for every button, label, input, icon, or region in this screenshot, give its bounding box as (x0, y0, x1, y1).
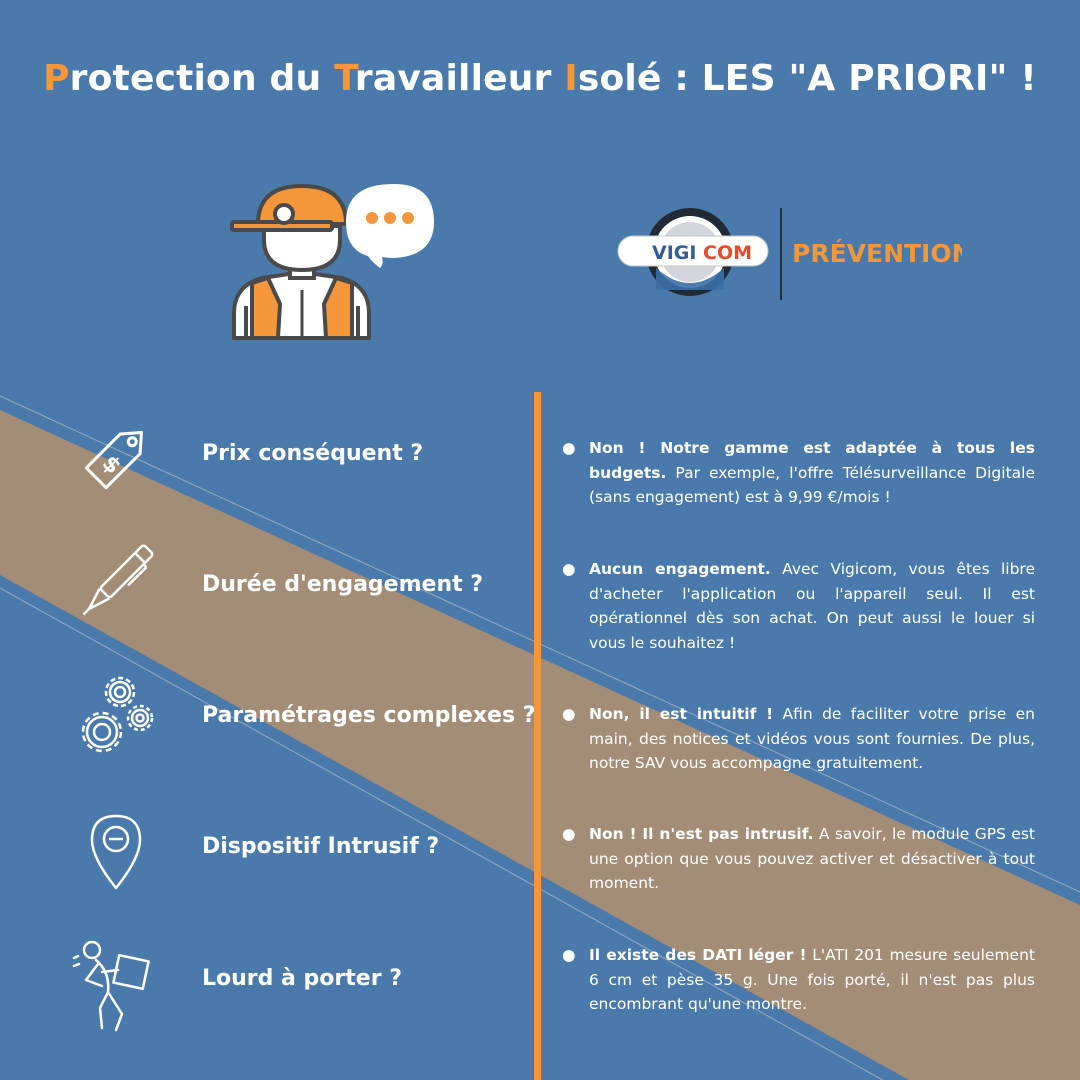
worker-with-speech-bubble-icon (222, 178, 442, 348)
question-settings: Paramétrages complexes ? (202, 703, 536, 728)
question-intrusive: Dispositif Intrusif ? (202, 834, 440, 859)
question-price: Prix conséquent ? (202, 441, 424, 466)
title-part-3: solé : LES "A PRIORI" ! (577, 58, 1037, 99)
title-initial-t: T (334, 58, 355, 99)
bullet: ● (562, 705, 576, 723)
person-carrying-box-icon (66, 936, 166, 1036)
answer-weight-bold: Il existe des DATI léger ! (589, 946, 807, 964)
vigicom-prevention-logo (612, 200, 962, 310)
logo-tagline: PRÉVENTION (792, 239, 962, 268)
svg-text:COM: COM (703, 242, 753, 264)
answer-engagement-bold: Aucun engagement. (589, 560, 771, 578)
answer-settings-bold: Non, il est intuitif ! (589, 705, 774, 723)
bullet: ● (562, 560, 576, 578)
answer-engagement-text: Avec Vigicom, vous êtes libre d'acheter l'application ou l'appareil seul. Il est opérationnel dès son achat. On peut aussi le louer si vous le souhaitez ! (589, 560, 1036, 652)
answer-settings (562, 702, 1035, 776)
pen-icon (66, 532, 166, 632)
answer-intrusive-bold: Non ! Il n'est pas intrusif. (589, 825, 814, 843)
title-part-1: rotection du (69, 58, 335, 99)
bullet: ● (562, 825, 576, 843)
answer-weight-text: L'ATI 201 mesure seulement 6 cm et pèse 35 g. Une fois porté, il n'est pas plus encombrant qu'une montre. (589, 946, 1035, 1013)
answer-intrusive (562, 822, 1035, 896)
answer-intrusive-text: A savoir, le module GPS est une option que vous pouvez activer et désactiver à tout moment. (589, 825, 1035, 892)
answer-engagement (562, 557, 1035, 655)
gears-icon (66, 672, 166, 772)
title-initial-p: P (43, 58, 70, 99)
bullet: ● (562, 439, 576, 457)
page-title (0, 58, 1080, 99)
price-tag-icon (66, 408, 166, 508)
vigicom-logo-mark (612, 200, 962, 310)
title-initial-i: I (564, 58, 578, 99)
divider-line (534, 392, 541, 1080)
bullet: ● (562, 946, 576, 964)
logo-brand-text: VIGI (652, 242, 697, 264)
answer-settings-text: Afin de faciliter votre prise en main, des notices et vidéos vous sont fournies. De plus, notre SAV vous accompagne gratuitement. (589, 705, 1035, 772)
answer-price-text: Par exemple, l'offre Télésurveillance Digitale (sans engagement) est à 9,99 €/mois ! (589, 463, 1035, 506)
title-part-2: ravailleur (354, 58, 565, 99)
location-pin-icon (66, 808, 166, 908)
question-weight: Lourd à porter ? (202, 966, 402, 991)
question-engagement: Durée d'engagement ? (202, 572, 484, 597)
svg-text:$: $ (96, 450, 126, 480)
answer-price (562, 436, 1035, 510)
answer-price-bold: Non ! Notre gamme est adaptée à tous les budgets. (589, 439, 1035, 482)
answer-weight (562, 943, 1035, 1017)
